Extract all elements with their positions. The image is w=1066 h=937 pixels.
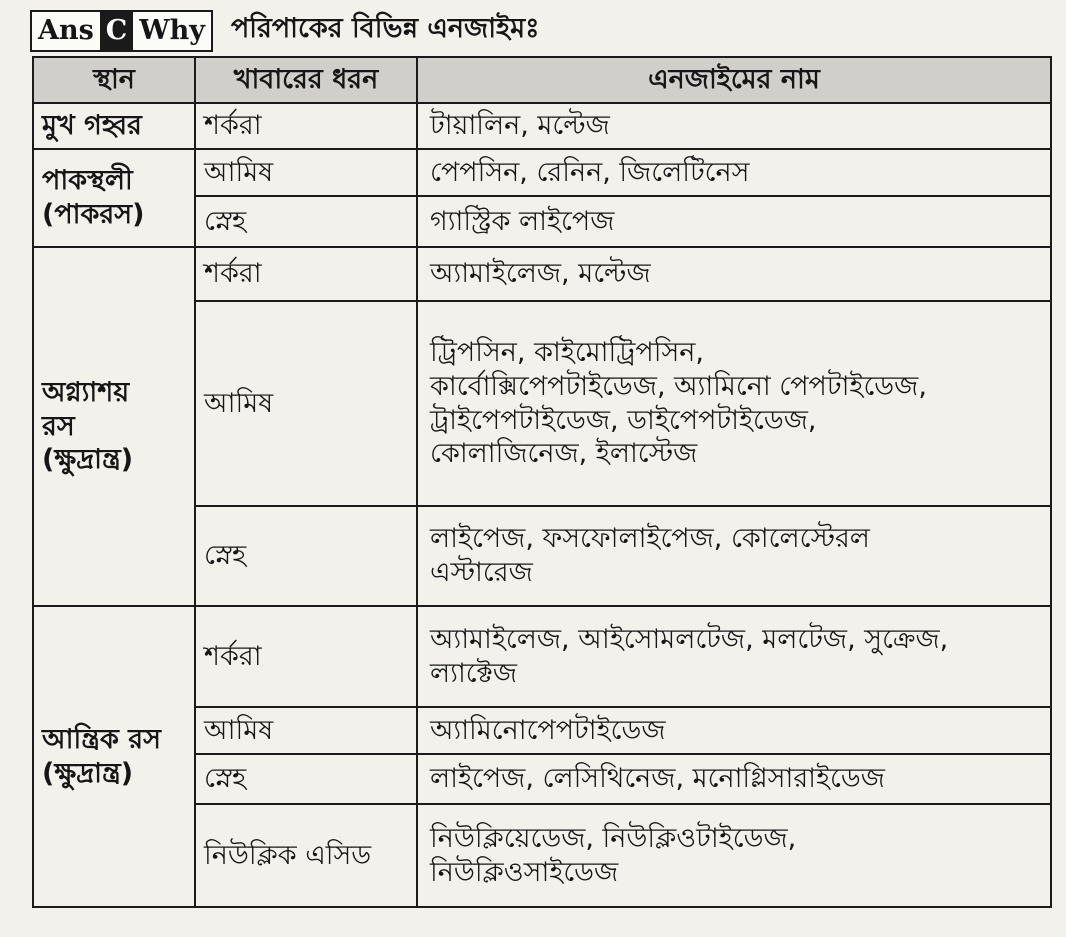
- enzyme-name-cell: [417, 506, 1051, 606]
- enzyme-name-cell: [417, 247, 1051, 301]
- enzyme-name-cell: [417, 606, 1051, 707]
- food-type-cell: স্নেহ: [195, 196, 417, 247]
- enzyme-name-cell: [417, 149, 1051, 196]
- enzyme-name-cell: [417, 103, 1051, 149]
- place-cell: [33, 103, 195, 149]
- enzyme-line: অ্যামাইলেজ, আইসোমলটেজ, মলটেজ, সুক্রেজ,: [430, 623, 949, 655]
- enzyme-line: লাইপেজ, লেসিথিনেজ, মনোগ্লিসারাইডেজ: [430, 763, 885, 795]
- enzyme-line: কোলাজিনেজ, ইলাস্টেজ: [430, 438, 698, 470]
- enzyme-line: নিউক্লিওসাইডেজ: [430, 856, 619, 888]
- badge-ans: Ans: [38, 15, 94, 46]
- food-type-cell: নিউক্লিক এসিড: [195, 804, 417, 907]
- enzyme-line: অ্যামাইলেজ, মল্টেজ: [430, 258, 651, 290]
- enzyme-line: লাইপেজ, ফসফোলাইপেজ, কোলেস্টেরল: [430, 523, 870, 555]
- column-header-food-type: খাবারের ধরন: [195, 57, 417, 103]
- ans-c-why-badge: [30, 10, 213, 52]
- enzyme-table: [32, 56, 1052, 908]
- enzyme-name-cell: [417, 804, 1051, 907]
- table-row: [33, 103, 1051, 149]
- enzyme-line: নিউক্লিয়েডেজ, নিউক্লিওটাইডেজ,: [430, 822, 797, 854]
- place-line: মুখ গহ্বর: [42, 110, 142, 142]
- table-header-row: [33, 57, 1051, 103]
- place-line: (ক্ষুদ্রান্ত্র): [42, 444, 134, 476]
- food-type-cell: শর্করা: [195, 103, 417, 149]
- enzyme-name-cell: [417, 754, 1051, 804]
- enzyme-name-cell: [417, 707, 1051, 754]
- enzyme-name-cell: [417, 301, 1051, 506]
- place-line: (ক্ষুদ্রান্ত্র): [42, 757, 134, 789]
- place-cell: [33, 247, 195, 606]
- place-line: আন্ত্রিক রস: [42, 723, 161, 755]
- place-cell: [33, 606, 195, 907]
- enzyme-line: ট্রিপসিন, কাইমোট্রিপসিন,: [430, 337, 704, 368]
- header: [30, 8, 539, 53]
- column-header-place: স্থান: [33, 57, 195, 103]
- enzyme-line: গ্যাস্ট্রিক লাইপেজ: [430, 205, 615, 237]
- enzyme-line: অ্যামিনোপেপটাইডেজ: [430, 714, 666, 746]
- enzyme-name-cell: [417, 196, 1051, 247]
- table-row: [33, 247, 1051, 301]
- badge-why: Why: [139, 15, 205, 46]
- enzyme-line: ট্রাইপেপটাইডেজ, ডাইপেপটাইডেজ,: [430, 404, 817, 436]
- column-header-enzyme-name: এনজাইমের নাম: [417, 57, 1051, 103]
- table-row: [33, 606, 1051, 707]
- table-row: [33, 149, 1051, 196]
- food-type-cell: শর্করা: [195, 247, 417, 301]
- food-type-cell: স্নেহ: [195, 506, 417, 606]
- page-title: পরিপাকের বিভিন্ন এনজাইমঃ: [230, 13, 540, 44]
- badge-c: C: [100, 12, 134, 50]
- enzyme-line: এস্টারেজ: [430, 557, 533, 588]
- enzyme-line: টায়ালিন, মল্টেজ: [430, 110, 610, 142]
- food-type-cell: শর্করা: [195, 606, 417, 707]
- table-body: [33, 103, 1051, 907]
- place-line: পাকস্থলী: [42, 165, 133, 197]
- food-type-cell: আমিষ: [195, 707, 417, 754]
- food-type-cell: আমিষ: [195, 149, 417, 196]
- place-line: (পাকরস): [42, 199, 145, 230]
- place-line: রস: [42, 410, 75, 442]
- food-type-cell: স্নেহ: [195, 754, 417, 804]
- enzyme-line: কার্বোক্সিপেপটাইডেজ, অ্যামিনো পেপটাইডেজ,: [430, 370, 927, 402]
- place-cell: [33, 149, 195, 247]
- food-type-cell: আমিষ: [195, 301, 417, 506]
- place-line: অগ্ন্যাশয়: [42, 376, 130, 408]
- enzyme-line: পেপসিন, রেনিন, জিলেটিনেস: [430, 156, 750, 188]
- enzyme-line: ল্যাক্টেজ: [430, 657, 518, 689]
